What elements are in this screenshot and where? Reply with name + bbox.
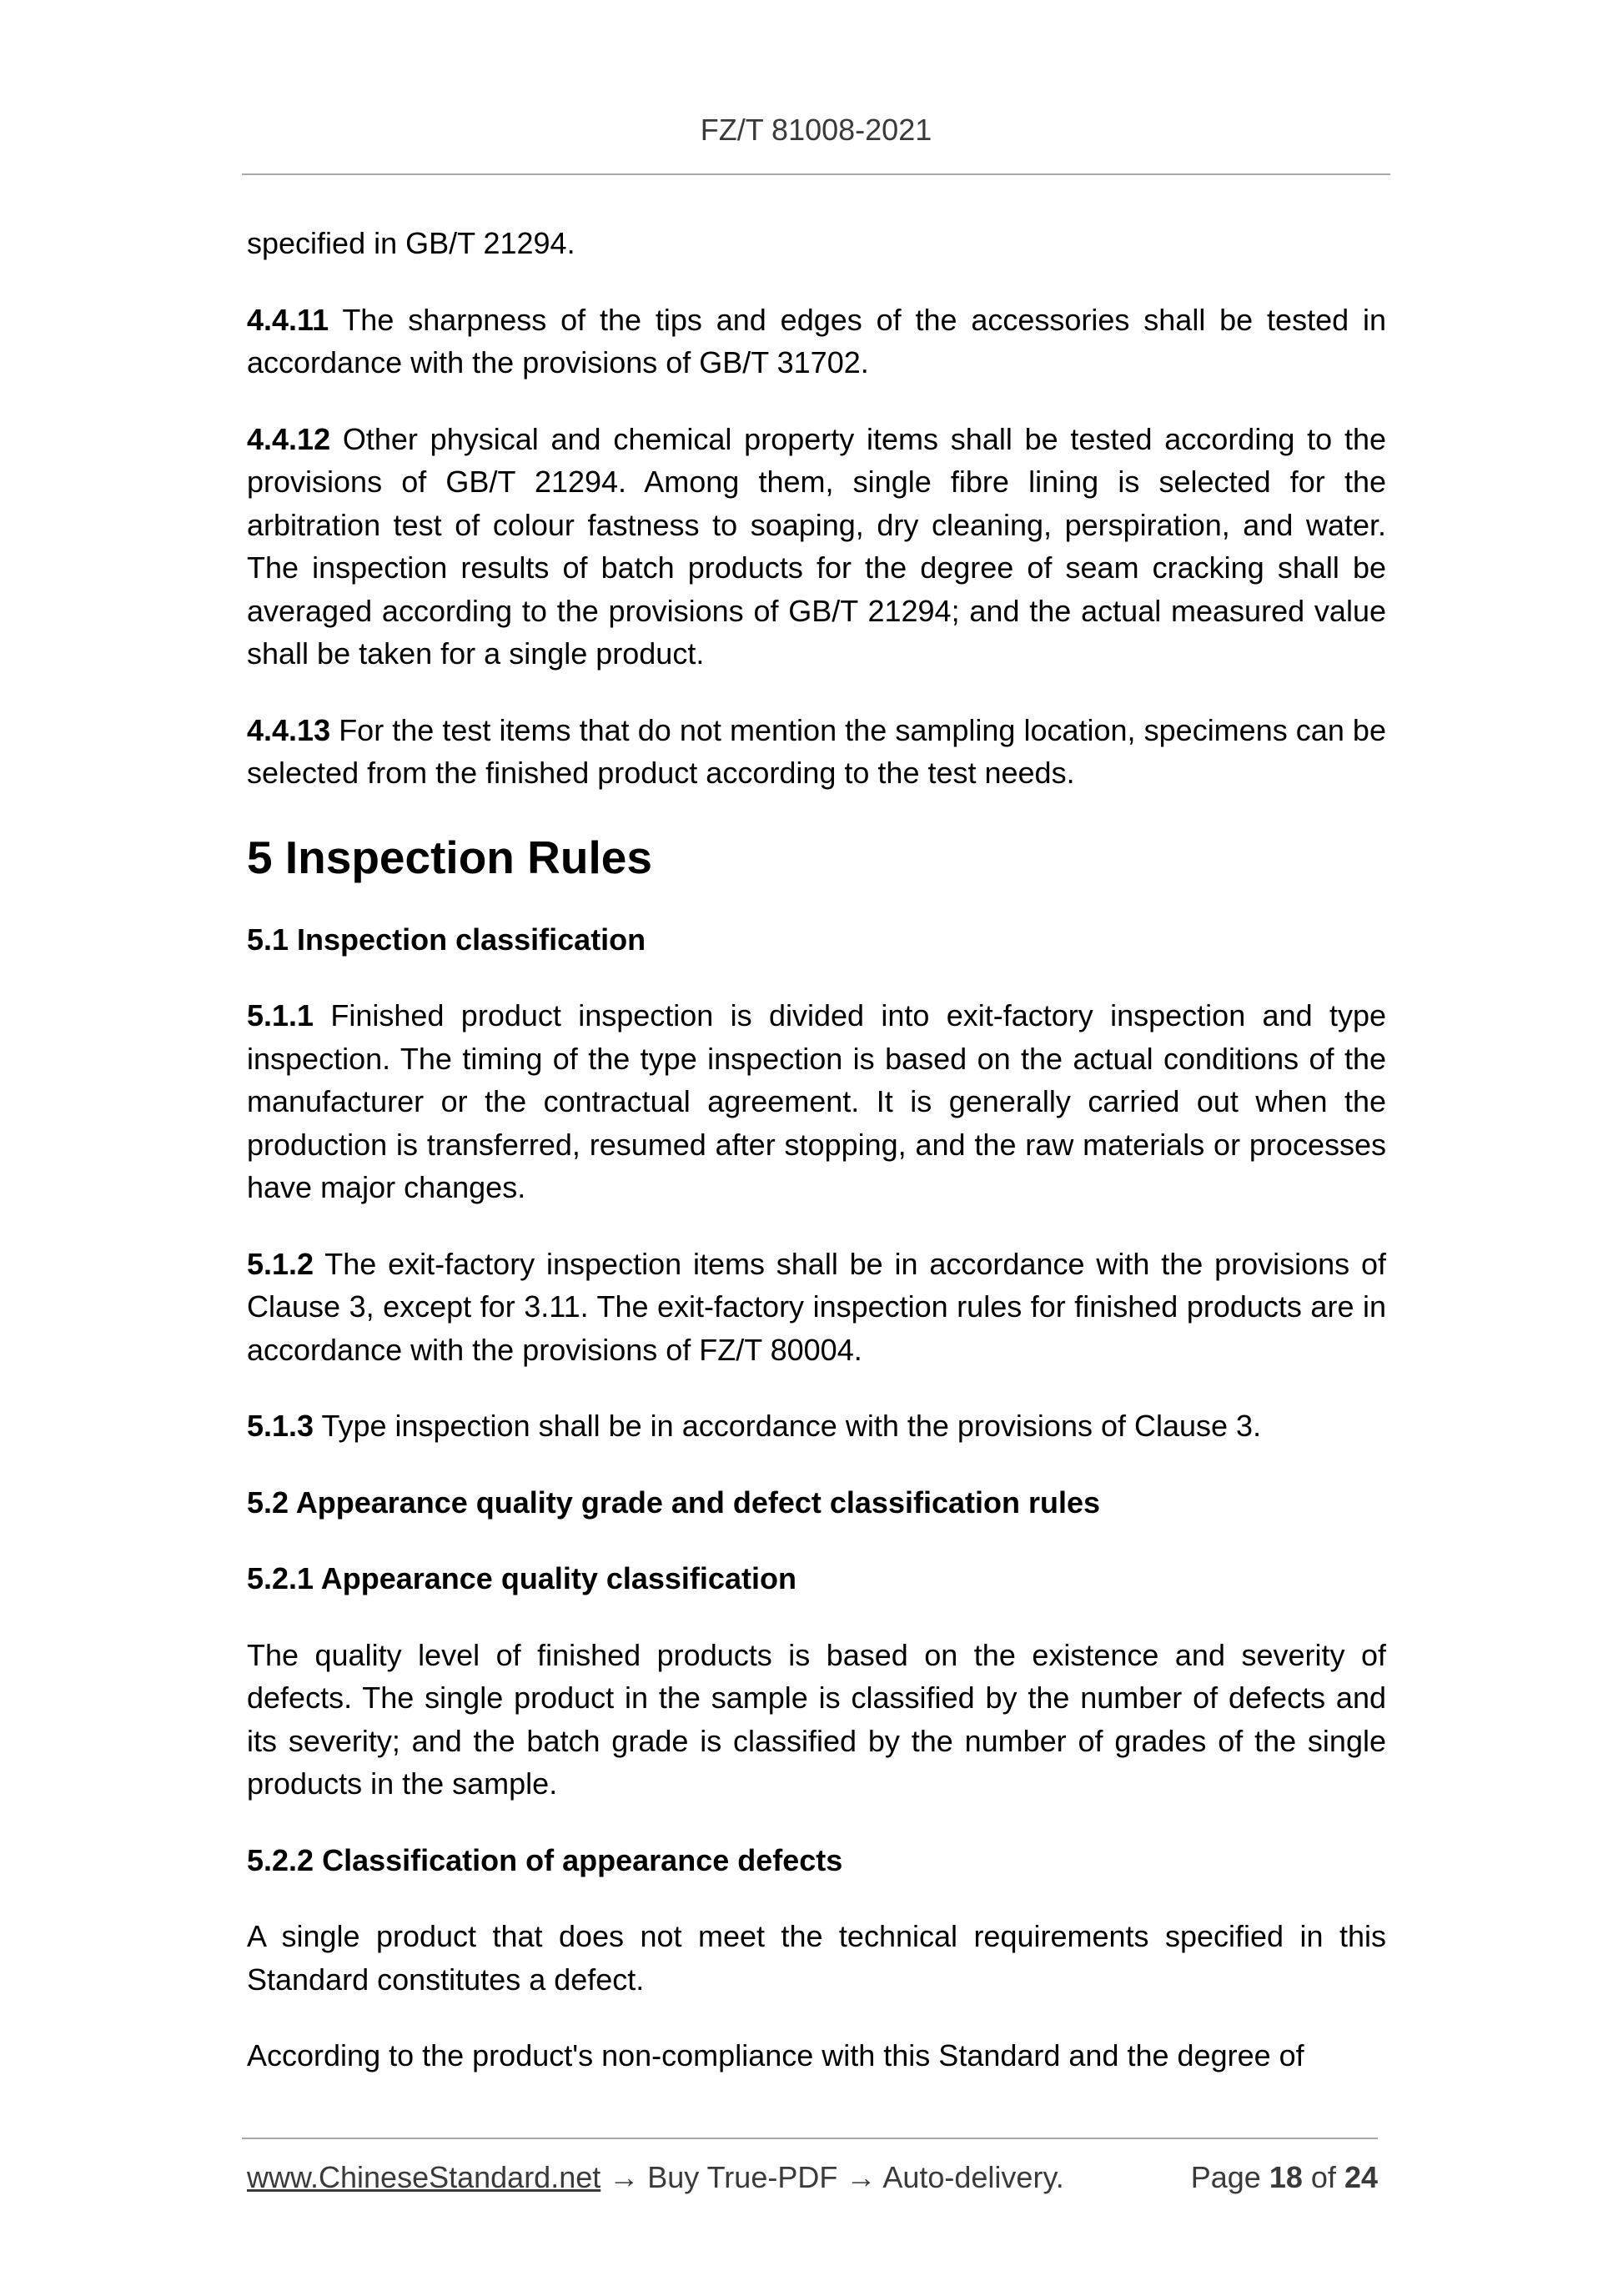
- clause-text: Finished product inspection is divided into exit-factory inspection and type inspection. The timing of the type inspection is based on the actual conditions of the manufacturer or the contractual agreement. It is generally carried out when the production is transferred, resumed after stopping, and the raw materials or processes have major changes.: [247, 998, 1386, 1204]
- paragraph-text: specified in GB/T 21294.: [247, 226, 575, 260]
- footer-promo-text: → Buy True-PDF → Auto-delivery.: [609, 2160, 1064, 2194]
- clause-4-4-13: [247, 709, 1386, 795]
- clause-5-1-1: [247, 994, 1386, 1209]
- paragraph-text: The quality level of finished products is based on the existence and severity of defects. The single product in the sample is classified by the number of defects and its severity; and the batch grade is classified by the number of grades of the single products in the sample.: [247, 1637, 1386, 1801]
- paragraph-text: According to the product's non-compliance with this Standard and the degree of: [247, 2038, 1304, 2072]
- website-link[interactable]: www.ChineseStandard.net: [247, 2160, 601, 2194]
- clause-number: 4.4.13: [247, 712, 331, 747]
- clause-4-4-12: [247, 418, 1386, 676]
- subsection-heading-5-2-2: 5.2.2 Classification of appearance defects: [247, 1842, 843, 1877]
- document-header: FZ/T 81008-2021: [700, 113, 932, 147]
- clause-text: The exit-factory inspection items shall be in accordance with the provisions of Clause 3, except for 3.11. The exit-factory inspection rules for finished products are in accordance with the provisions of FZ/T 80004.: [247, 1246, 1386, 1367]
- paragraph-non-compliance: [247, 2034, 1386, 2077]
- paragraph-text: A single product that does not meet the technical requirements specified in this Standard constitutes a defect.: [247, 1919, 1386, 1997]
- footer-promo: [247, 2158, 1064, 2197]
- clause-number: 5.1.2: [247, 1246, 314, 1281]
- clause-number: 4.4.11: [247, 302, 329, 337]
- clause-5-1-2: [247, 1243, 1386, 1372]
- clause-number: 5.1.3: [247, 1409, 314, 1443]
- clause-4-4-11: [247, 299, 1386, 384]
- page-number: 18: [1269, 2160, 1303, 2194]
- subsection-heading-5-2: 5.2 Appearance quality grade and defect classification rules: [247, 1485, 1101, 1520]
- page-label: Page: [1190, 2160, 1261, 2194]
- of-label: of: [1310, 2160, 1336, 2194]
- clause-text: Other physical and chemical property items shall be tested according to the provisions of GB/T 21294. Among them, single fibre lining is selected for the arbitration test of colour fastness to soaping, dry cleaning, perspiration, and water. The inspection results of batch products for the degree of seam cracking shall be averaged according to the provisions of GB/T 21294; and the actual measured value shall be taken for a single product.: [247, 421, 1386, 671]
- document-body: [247, 222, 1386, 2077]
- page-indicator: [1191, 2158, 1378, 2197]
- clause-text: For the test items that do not mention the sampling location, specimens can be selected from the finished product according to the test needs.: [247, 712, 1386, 790]
- paragraph-quality-level: [247, 1634, 1386, 1806]
- paragraph-defect-definition: [247, 1915, 1386, 2001]
- subsection-heading-5-1: 5.1 Inspection classification: [247, 922, 646, 957]
- total-pages: 24: [1344, 2160, 1378, 2194]
- footer-divider: [242, 2138, 1378, 2139]
- clause-number: 5.1.1: [247, 998, 314, 1032]
- subsection-heading-5-2-1: 5.2.1 Appearance quality classification: [247, 1561, 796, 1595]
- clause-text: Type inspection shall be in accordance with the provisions of Clause 3.: [321, 1409, 1262, 1443]
- clause-5-1-3: [247, 1404, 1386, 1448]
- paragraph-continuation: [247, 222, 1386, 265]
- section-heading-5: 5 Inspection Rules: [247, 831, 652, 883]
- header-divider: [242, 173, 1390, 175]
- clause-text: The sharpness of the tips and edges of the accessories shall be tested in accordance with the provisions of GB/T 31702.: [247, 302, 1386, 379]
- clause-number: 4.4.12: [247, 421, 331, 456]
